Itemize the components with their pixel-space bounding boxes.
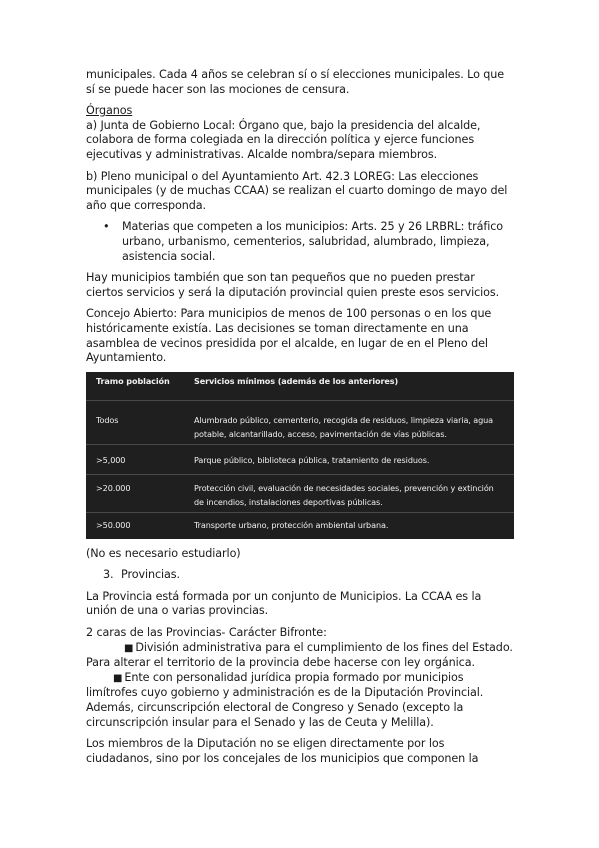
table-cell-tramo: >50.000 bbox=[96, 519, 131, 530]
paragraph-miembros-diputacion: Los miembros de la Diputación no se eligen directamente por los ciudadanos, sino por los concejales de los municipios que componen la bbox=[86, 737, 479, 765]
section-organos bbox=[86, 104, 514, 162]
section-caras bbox=[86, 626, 514, 730]
numbered-item-number: 3. bbox=[103, 568, 114, 582]
table-row bbox=[86, 445, 514, 475]
table-header-row bbox=[86, 372, 514, 401]
paragraph-municipios-pequenos: Hay municipios también que son tan pequeños que no pueden prestar ciertos servicios y será la diputación provincial quien preste esos servicios. bbox=[86, 271, 500, 299]
organos-item-b: b) Pleno municipal o del Ayuntamiento Art. 42.3 LOREG: Las elecciones municipales (y de muchas CCAA) se realizan el cuarto domingo de mayo del año que corresponda. bbox=[86, 169, 508, 212]
table-cell-servicios: Protección civil, evaluación de necesidades sociales, prevención y extinción de incendios, instalaciones deportivas públicas. bbox=[194, 482, 494, 508]
table-cell-servicios: Transporte urbano, protección ambiental urbana. bbox=[194, 519, 389, 530]
paragraph-provincia: La Provincia está formada por un conjunto de Municipios. La CCAA es la unión de una o varias provincias. bbox=[86, 589, 482, 618]
numbered-item-provincias bbox=[103, 568, 514, 583]
cara-1-text: División administrativa para el cumplimiento de los fines del Estado. Para alterar el territorio de la provincia debe hacerse con ley orgánica. bbox=[86, 640, 513, 670]
square-bullet-icon: ■ bbox=[124, 642, 134, 654]
table-cell-tramo: >5,000 bbox=[96, 454, 126, 465]
paragraph-municipales: municipales. Cada 4 años se celebran sí o sí elecciones municipales. Lo que sí se puede hacer son las mociones de censura. bbox=[86, 68, 505, 96]
square-bullet-icon: ■ bbox=[113, 672, 123, 684]
numbered-item-label: Provincias. bbox=[121, 568, 180, 582]
paragraph-concejo-abierto: Concejo Abierto: Para municipios de menos de 100 personas o en los que históricamente existía. Las decisiones se toman directamente en una asamblea de vecinos presidida por el alcalde, en lugar de en el Pleno del Ayuntamiento. bbox=[86, 307, 492, 365]
cara-2-marker-wrap bbox=[86, 671, 124, 684]
table-row bbox=[86, 475, 514, 513]
paragraph-no-necesario: (No es necesario estudiarlo) bbox=[86, 546, 241, 560]
table-row bbox=[86, 401, 514, 445]
caras-heading: 2 caras de las Provincias- Carácter Bifronte: bbox=[86, 626, 327, 640]
cara-1-marker-wrap bbox=[86, 641, 135, 654]
organos-item-a: a) Junta de Gobierno Local: Órgano que, bajo la presidencia del alcalde, colabora de forma colegiada en la dirección política y ejerce funciones ejecutivas y administrativas. Alcalde nombra/separa miembros. bbox=[86, 118, 481, 161]
bullet-materias: • Materias que competen a los municipios: Arts. 25 y 26 LRBRL: tráfico urbano, urbanismo, cementerios, salubridad, alumbrado, limpieza, asistencia social. bbox=[122, 220, 514, 264]
bullet-list bbox=[86, 220, 514, 264]
organos-heading: Órganos bbox=[86, 104, 133, 118]
table-cell-tramo: Todos bbox=[96, 414, 119, 425]
table-cell-tramo: >20.000 bbox=[96, 482, 131, 493]
table-header-servicios: Servicios mínimos (además de los anteriores) bbox=[194, 375, 399, 386]
table-cell-servicios: Alumbrado público, cementerio, recogida de residuos, limpieza viaria, agua potable, alcantarillado, acceso, pavimentación de vías públicas. bbox=[194, 414, 494, 440]
document-page bbox=[86, 68, 514, 773]
table-row bbox=[86, 513, 514, 539]
servicios-minimos-table bbox=[86, 372, 514, 539]
cara-2-text: Ente con personalidad jurídica propia formado por municipios limítrofes cuyo gobierno y administración es de la Diputación Provincial. Además, circunscripción electoral de Congreso y Senado (excepto la circunscripción insular para el Senado y las de Ceuta y Melilla). bbox=[86, 670, 484, 729]
table-cell-servicios: Parque público, biblioteca pública, tratamiento de residuos. bbox=[194, 454, 430, 465]
table-header-tramo: Tramo población bbox=[96, 375, 170, 386]
